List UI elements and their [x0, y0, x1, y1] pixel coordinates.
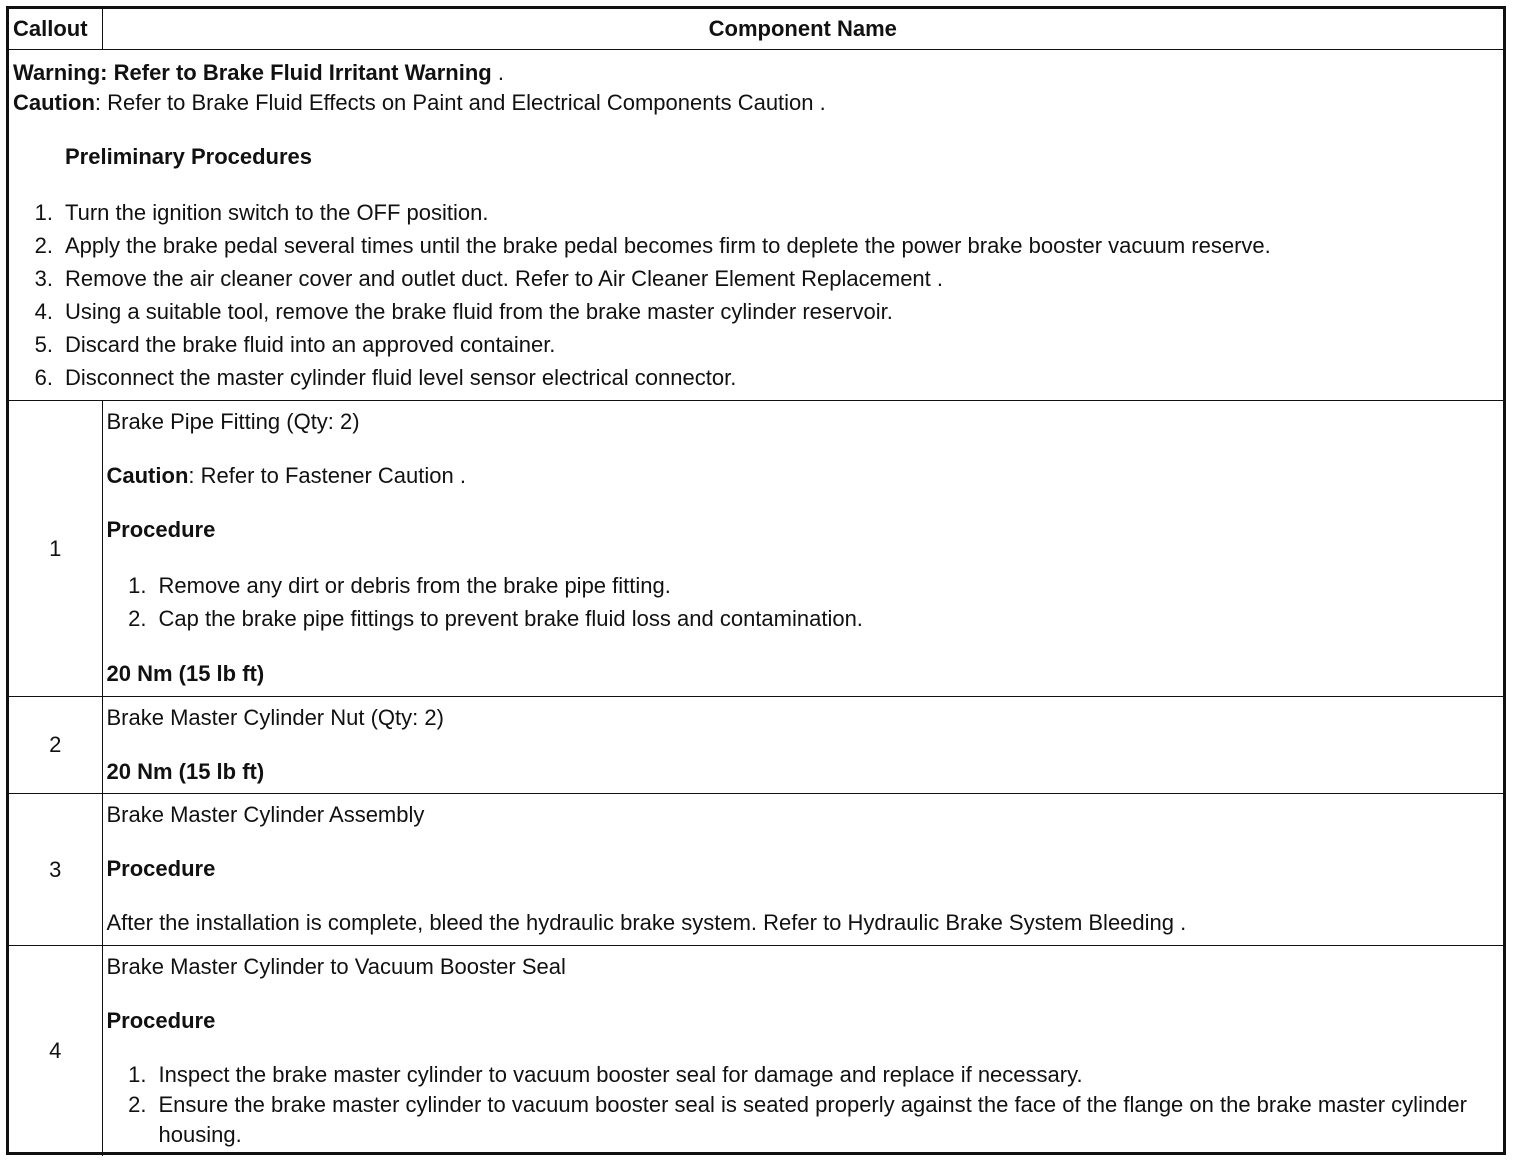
preliminary-cell [9, 50, 1503, 401]
caution-line [107, 461, 1500, 491]
list-item: 2. Ensure the brake master cylinder to vacuum booster seal is seated properly against the face of the flange on the brake master cylinder housing. [128, 1092, 1467, 1147]
warning-tail: . [491, 60, 504, 85]
list-item: 2. Apply the brake pedal several times until the brake pedal becomes firm to deplete the power brake booster vacuum reserve. [34, 233, 1271, 258]
torque-spec: 20 Nm (15 lb ft) [106, 759, 265, 784]
list-item: 1. Remove any dirt or debris from the brake pipe fitting. [128, 573, 671, 598]
torque-spec: 20 Nm (15 lb ft) [106, 661, 265, 686]
warning-link[interactable]: Refer to Brake Fluid Irritant Warning [113, 60, 492, 85]
callout-number: 2 [9, 697, 102, 794]
warning-line [13, 58, 1499, 88]
table-header-row [9, 9, 1503, 50]
list-item: 5. Discard the brake fluid into an approved container. [34, 332, 556, 357]
table-row [9, 697, 1503, 794]
list-item: 4. Using a suitable tool, remove the brake fluid from the brake master cylinder reservoir. [34, 299, 893, 324]
caution-line [13, 88, 1499, 118]
procedure-text[interactable]: After the installation is complete, bleed the hydraulic brake system. Refer to Hydraulic Brake System Bleeding . [106, 910, 1187, 935]
component-name: Brake Master Cylinder Assembly [106, 802, 425, 827]
caution-label: Caution [106, 463, 189, 488]
procedure-heading: Procedure [106, 517, 216, 542]
preliminary-heading: Preliminary Procedures [65, 144, 313, 169]
warning-label: Warning: [13, 60, 108, 85]
component-name-column-header: Component Name [102, 9, 1503, 50]
component-table [9, 9, 1503, 1156]
component-cell [102, 794, 1503, 946]
list-item: 2. Cap the brake pipe fittings to prevent brake fluid loss and contamination. [128, 606, 863, 631]
component-cell [102, 401, 1503, 697]
component-name: Brake Master Cylinder to Vacuum Booster Seal [106, 954, 566, 979]
list-item: 1. Inspect the brake master cylinder to vacuum booster seal for damage and replace if necessary. [128, 1062, 1083, 1087]
procedure-steps [107, 1060, 1500, 1150]
component-cell [102, 946, 1503, 1157]
callout-number: 4 [9, 946, 102, 1157]
component-name: Brake Pipe Fitting (Qty: 2) [106, 409, 360, 434]
list-item: 3. Remove the air cleaner cover and outlet duct. Refer to Air Cleaner Element Replacement . [34, 266, 944, 291]
list-item: 6. Disconnect the master cylinder fluid level sensor electrical connector. [34, 365, 737, 390]
callout-column-header: Callout [9, 9, 102, 50]
table-row [9, 401, 1503, 697]
caution-text[interactable]: : Refer to Brake Fluid Effects on Paint and Electrical Components Caution . [94, 90, 826, 115]
preliminary-row [9, 50, 1503, 401]
component-name: Brake Master Cylinder Nut (Qty: 2) [106, 705, 444, 730]
caution-text[interactable]: : Refer to Fastener Caution . [188, 463, 466, 488]
callout-number: 3 [9, 794, 102, 946]
caution-label: Caution [13, 90, 95, 115]
procedure-table-sheet [6, 6, 1506, 1155]
procedure-steps [107, 569, 1500, 635]
table-row [9, 794, 1503, 946]
list-item: 1. Turn the ignition switch to the OFF position. [34, 200, 489, 225]
table-row [9, 946, 1503, 1157]
procedure-heading: Procedure [106, 856, 216, 881]
callout-number: 1 [9, 401, 102, 697]
procedure-heading: Procedure [106, 1008, 216, 1033]
component-cell [102, 697, 1503, 794]
preliminary-steps [13, 196, 1499, 394]
